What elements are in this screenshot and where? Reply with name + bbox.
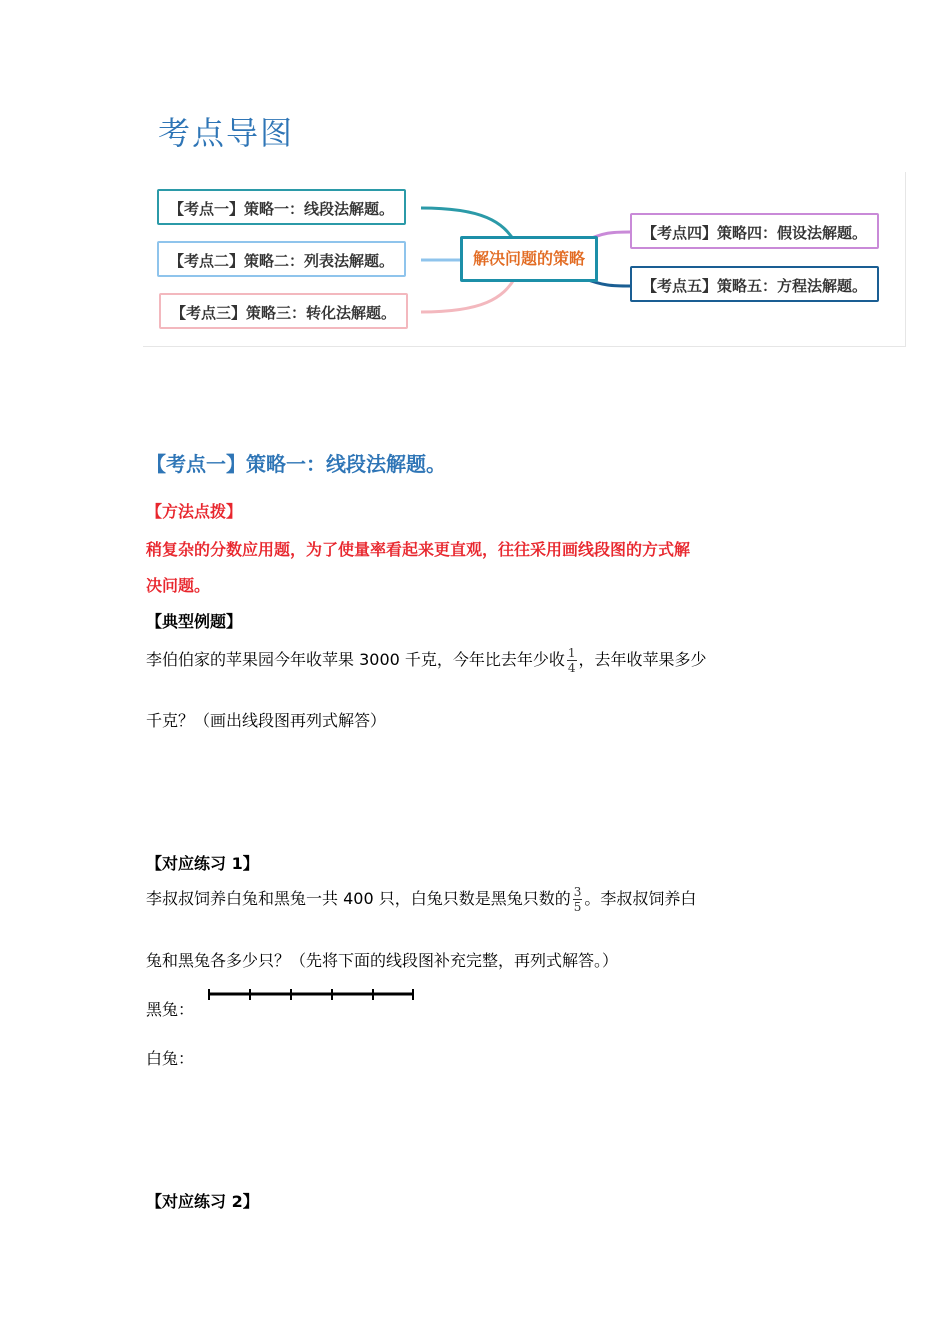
mind-map-node-1: 【考点一】策略一：线段法解题。 (157, 189, 406, 225)
page-title: 考点导图 (158, 114, 295, 152)
example-text-b: ，去年收苹果多少 (578, 650, 707, 669)
fraction-denominator: 4 (567, 661, 576, 675)
example-text-a: 李伯伯家的苹果园今年收苹果 3000 千克，今年比去年少收 (146, 650, 565, 669)
black-rabbit-segment-diagram (206, 986, 418, 1002)
example-fraction (567, 646, 577, 675)
practice-1-text-a: 李叔叔饲养白兔和黑兔一共 400 只，白兔只数是黑兔只数的 (146, 889, 571, 908)
white-rabbit-label: 白兔： (146, 1049, 195, 1068)
practice-1-fraction (573, 885, 583, 914)
method-text-line-2: 决问题。 (146, 576, 211, 595)
method-text-line-1: 稍复杂的分数应用题，为了使量率看起来更直观，往往采用画线段图的方式解 (146, 540, 691, 559)
example-line-2: 千克？（画出线段图再列式解答） (146, 711, 387, 730)
method-label: 【方法点拨】 (146, 502, 243, 521)
mind-map-center-node: 解决问题的策略 (460, 236, 598, 282)
fraction-numerator: 1 (567, 646, 576, 660)
mind-map-node-2: 【考点二】策略二：列表法解题。 (157, 241, 406, 277)
example-label: 【典型例题】 (146, 612, 243, 631)
practice-1-text-b: 。李叔叔饲养白 (584, 889, 697, 908)
practice-1-label: 【对应练习 1】 (146, 854, 259, 873)
fraction-numerator: 3 (573, 885, 582, 899)
mind-map-node-3: 【考点三】策略三：转化法解题。 (159, 293, 408, 329)
mind-map (143, 172, 906, 347)
black-rabbit-label: 黑兔： (146, 1000, 195, 1019)
practice-1-line-2: 兔和黑兔各多少只？（先将下面的线段图补充完整，再列式解答。） (146, 951, 619, 970)
mind-map-node-4: 【考点四】策略四：假设法解题。 (630, 213, 879, 249)
mind-map-node-5: 【考点五】策略五：方程法解题。 (630, 266, 879, 302)
section-title: 【考点一】策略一：线段法解题。 (146, 452, 446, 476)
practice-2-label: 【对应练习 2】 (146, 1192, 259, 1211)
practice-1-line-1 (146, 885, 696, 914)
example-line-1 (146, 646, 707, 675)
fraction-denominator: 5 (573, 900, 582, 914)
connector-3 (421, 278, 515, 312)
